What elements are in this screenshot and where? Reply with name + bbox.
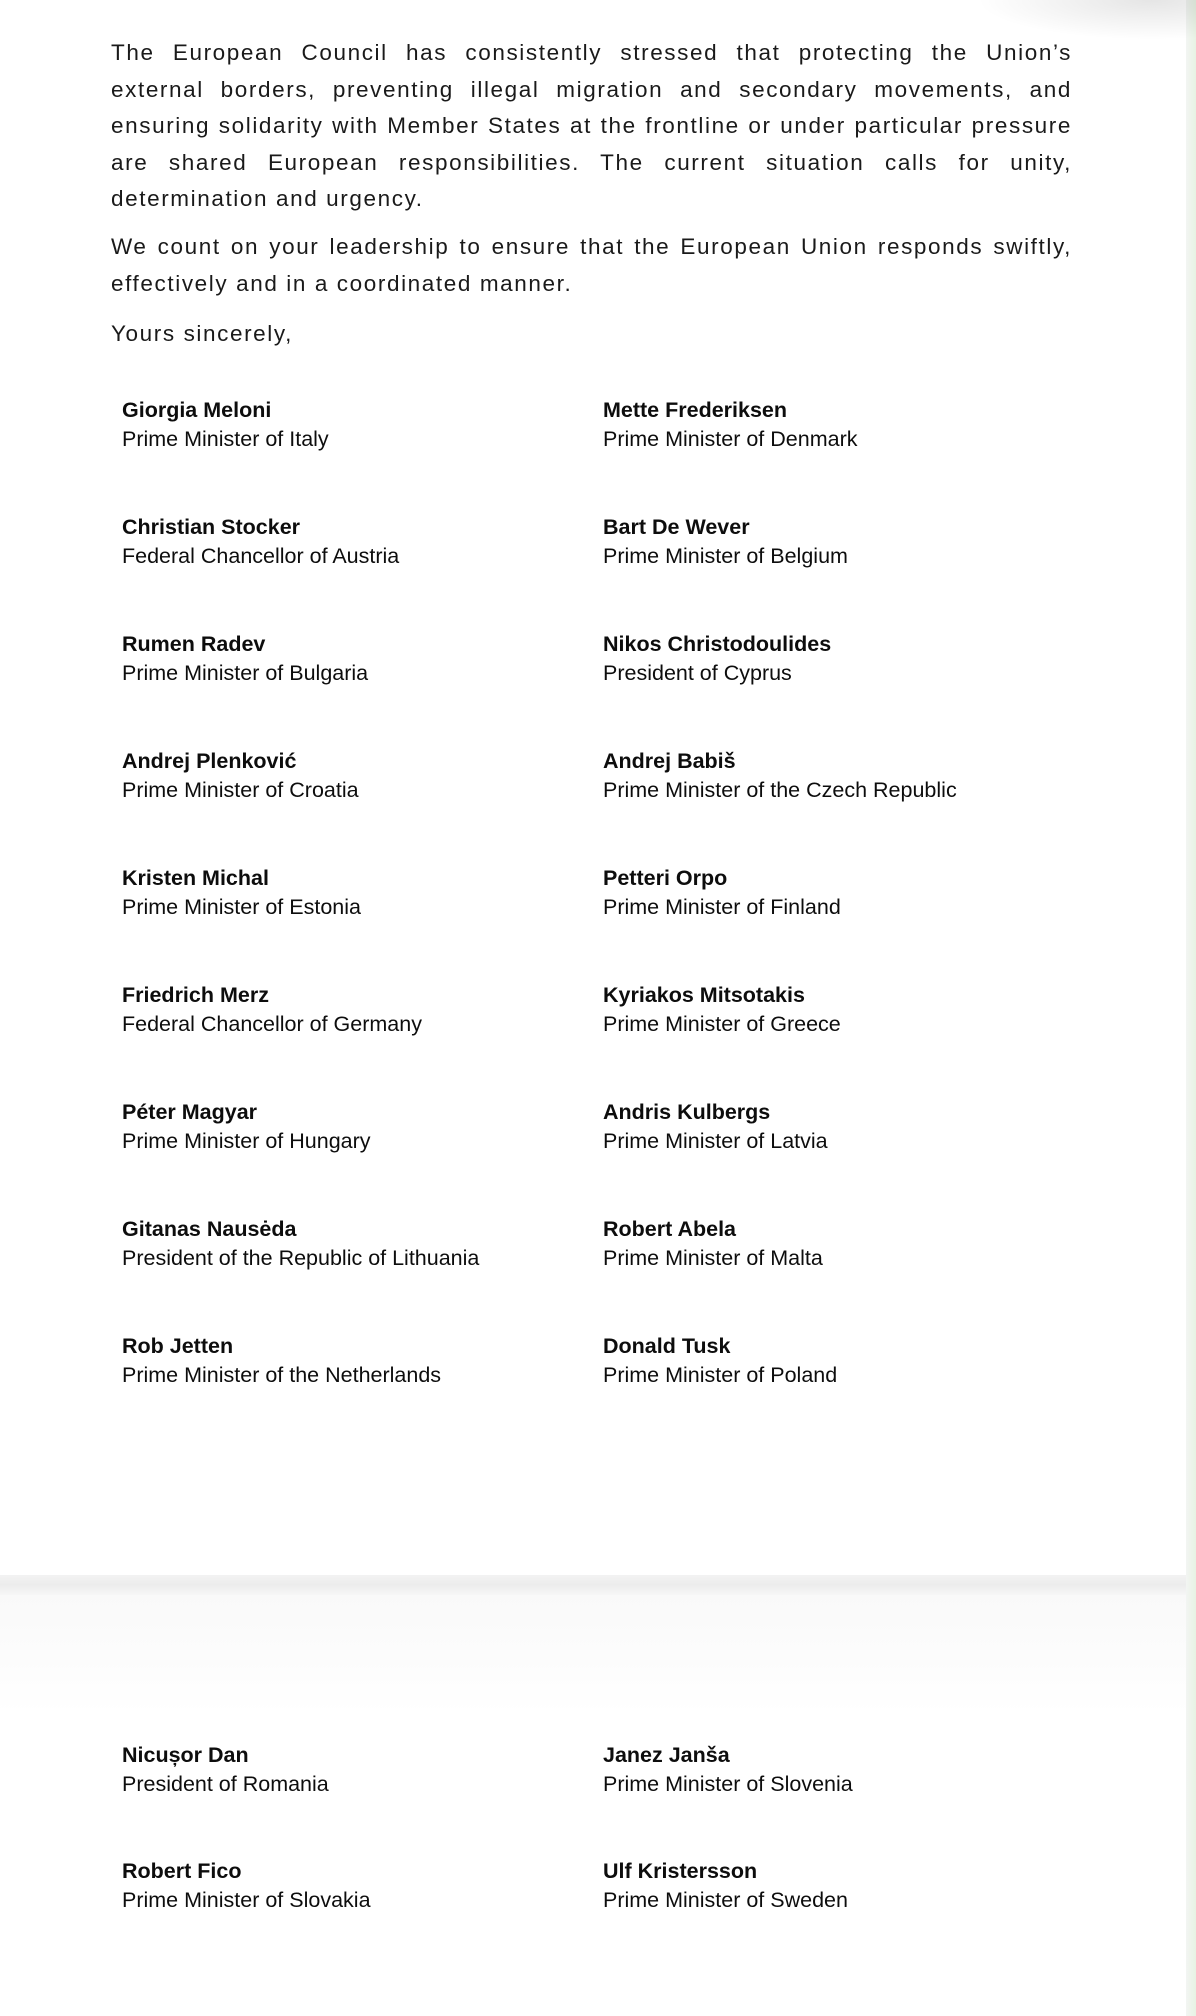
signatory-name: Christian Stocker <box>122 515 301 539</box>
signatory-title: Prime Minister of Slovenia <box>603 1772 853 1796</box>
signatory-name: Giorgia Meloni <box>122 398 272 422</box>
page-separator <box>0 1575 1186 1595</box>
signatory-title: Prime Minister of Belgium <box>603 544 848 568</box>
signatory-name: Robert Fico <box>122 1859 242 1883</box>
signature-block <box>603 1741 853 1799</box>
signatory-name: Andrej Plenković <box>122 749 297 773</box>
signatory-title: Prime Minister of Italy <box>122 427 329 451</box>
signatory-title: Prime Minister of Estonia <box>122 895 361 919</box>
signatory-name: Kristen Michal <box>122 866 269 890</box>
signatory-name: Kyriakos Mitsotakis <box>603 983 805 1007</box>
signature-block <box>122 396 329 454</box>
signatory-title: President of Romania <box>122 1772 329 1796</box>
signature-block <box>122 1857 371 1915</box>
letter-paragraph-2: We count on your leadership to ensure that the European Union responds swiftly, effectively and in a coordinated manner. <box>111 234 1072 296</box>
signature-block <box>122 1332 441 1390</box>
signature-block <box>122 1741 329 1799</box>
viewer-edge <box>1186 0 1196 2016</box>
signatory-name: Nikos Christodoulides <box>603 632 832 656</box>
page-curl-shadow <box>976 0 1196 40</box>
signature-block <box>122 630 368 688</box>
signature-block <box>122 1098 371 1156</box>
signature-block <box>122 1215 479 1273</box>
signature-block <box>122 981 422 1039</box>
signature-block <box>603 981 841 1039</box>
signatory-title: President of Cyprus <box>603 661 792 685</box>
signatory-title: Prime Minister of the Netherlands <box>122 1363 442 1387</box>
signatory-title: Prime Minister of Bulgaria <box>122 661 369 685</box>
signatory-name: Robert Abela <box>603 1217 736 1241</box>
signatory-name: Rob Jetten <box>122 1334 234 1358</box>
signatory-name: Gitanas Nausėda <box>122 1217 297 1241</box>
signature-block <box>603 513 848 571</box>
signatory-name: Petteri Orpo <box>603 866 728 890</box>
signature-block <box>122 864 361 922</box>
signatory-title: Prime Minister of Croatia <box>122 778 359 802</box>
signatory-name: Janez Janša <box>603 1743 730 1767</box>
signatory-title: Federal Chancellor of Austria <box>122 544 400 568</box>
signatory-name: Donald Tusk <box>603 1334 731 1358</box>
signatory-title: Prime Minister of the Czech Republic <box>603 778 957 802</box>
signatory-name: Nicușor Dan <box>122 1743 249 1767</box>
signatory-name: Friedrich Merz <box>122 983 269 1007</box>
signatory-title: Prime Minister of Poland <box>603 1363 838 1387</box>
signature-block <box>603 1215 823 1273</box>
letter-paragraph-1: The European Council has consistently stressed that protecting the Union’s external borders, preventing illegal migration and secondary movements, and ensuring solidarity with Member States at the frontline or under particular pressure are shared European responsibilities. The current situation calls for unity, determination and urgency. <box>111 40 1072 211</box>
signatory-title: Prime Minister of Sweden <box>603 1888 848 1912</box>
signature-block <box>122 513 399 571</box>
signature-block <box>603 630 831 688</box>
signatory-title: Prime Minister of Slovakia <box>122 1888 371 1912</box>
signatory-title: Prime Minister of Finland <box>603 895 841 919</box>
signatory-title: Prime Minister of Hungary <box>122 1129 371 1153</box>
letter-closing: Yours sincerely, <box>111 321 293 346</box>
signature-block <box>603 1857 848 1915</box>
signature-block <box>603 1098 828 1156</box>
signatory-title: Prime Minister of Malta <box>603 1246 823 1270</box>
signatory-name: Andris Kulbergs <box>603 1100 771 1124</box>
signature-block <box>603 747 957 805</box>
signatory-title: President of the Republic of Lithuania <box>122 1246 480 1270</box>
document-page-2 <box>0 1595 1186 2016</box>
signatory-name: Andrej Babiš <box>603 749 736 773</box>
signatory-name: Mette Frederiksen <box>603 398 788 422</box>
signatory-title: Prime Minister of Denmark <box>603 427 858 451</box>
signatory-title: Prime Minister of Greece <box>603 1012 841 1036</box>
signature-block <box>603 864 841 922</box>
signature-block <box>603 396 857 454</box>
signatory-title: Prime Minister of Latvia <box>603 1129 828 1153</box>
signatory-name: Ulf Kristersson <box>603 1859 758 1883</box>
signatory-name: Péter Magyar <box>122 1100 258 1124</box>
signature-block <box>603 1332 837 1390</box>
signatory-name: Bart De Wever <box>603 515 750 539</box>
signatory-name: Rumen Radev <box>122 632 266 656</box>
signatory-title: Federal Chancellor of Germany <box>122 1012 422 1036</box>
signature-block <box>122 747 359 805</box>
